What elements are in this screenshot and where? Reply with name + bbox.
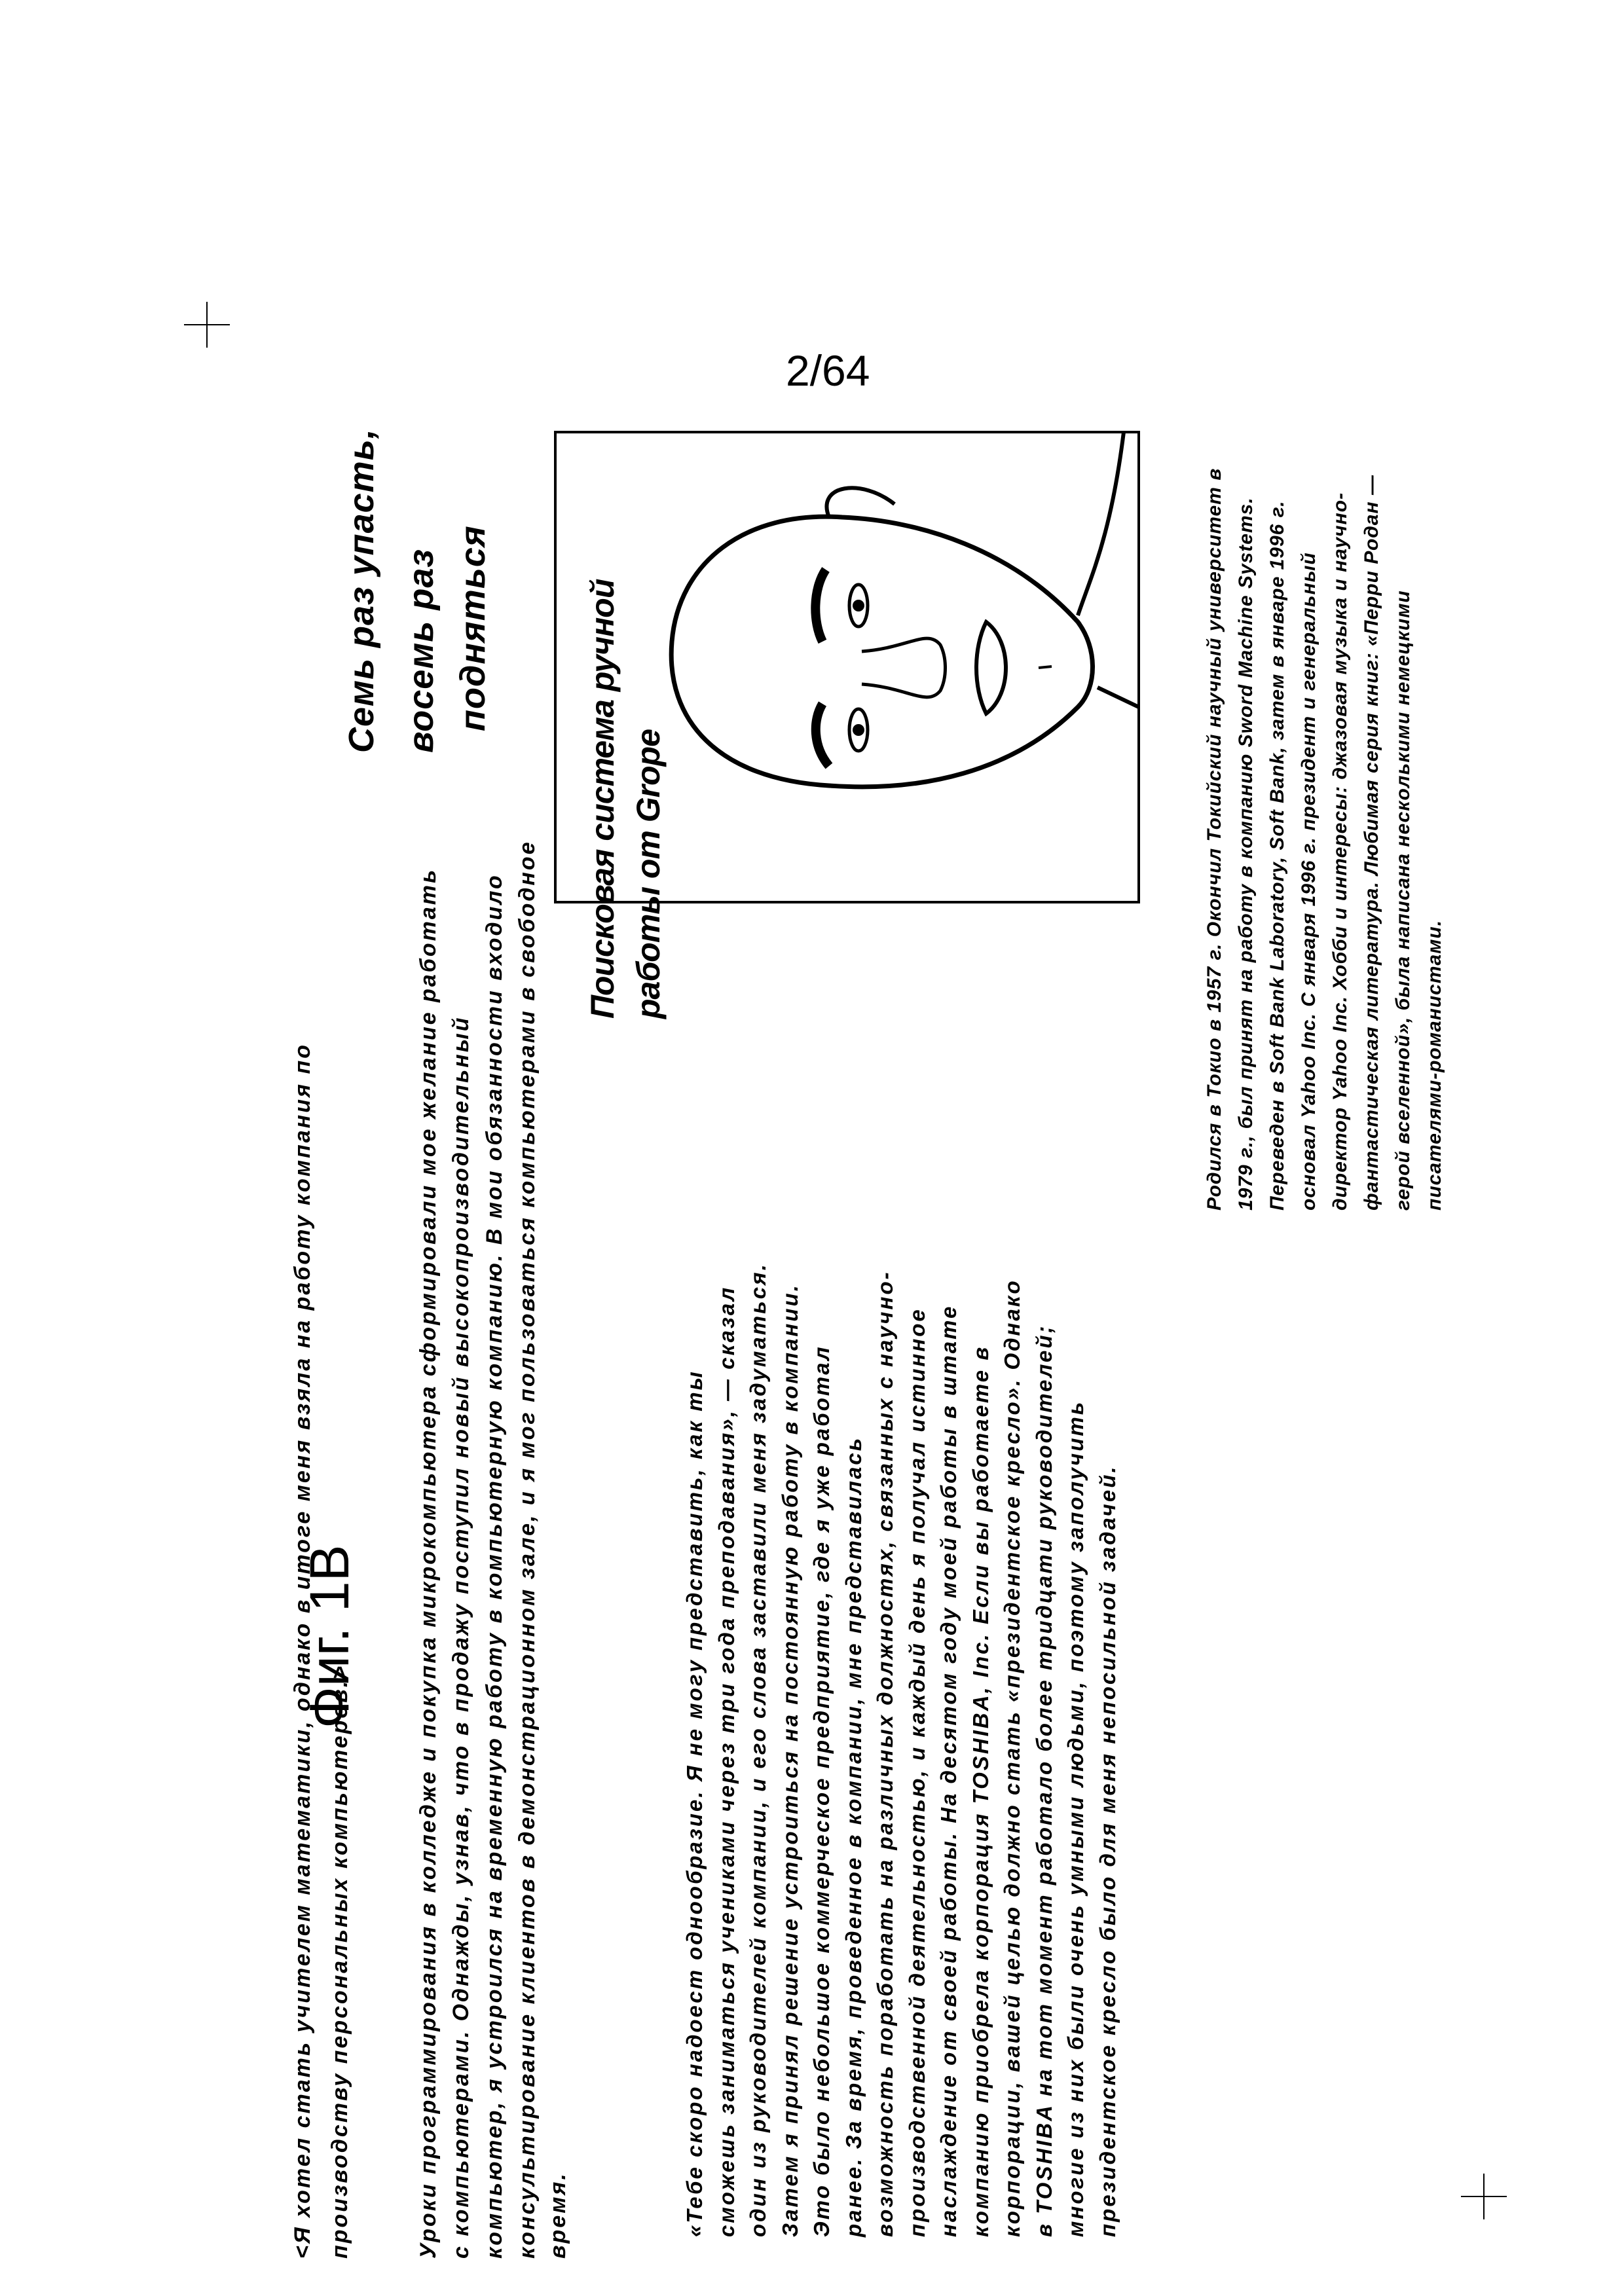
- text-line: компанию приобрела корпорация TOSHIBA, Inc. Если вы работаете в: [970, 1345, 991, 2237]
- portrait-drawing: [554, 431, 1140, 903]
- text-line: многие из них были очень умными людьми, поэтому заполучить: [1065, 1400, 1086, 2237]
- motto-line: Семь раз упасть,: [344, 428, 379, 753]
- caption-line: Поисковая система ручной: [586, 579, 619, 1019]
- text-line: основал Yahoo Inc. С января 1996 г. президент и генеральный: [1299, 552, 1319, 1211]
- text-line: герой вселенной», была написана несколькими немецкими: [1393, 590, 1413, 1211]
- text-line: компьютер, я устроился на временную работу в компьютерную компанию. В мои обязанности входило: [483, 873, 506, 2259]
- text-line: сможешь заниматься учениками через три года преподавания», — сказал: [716, 1286, 737, 2237]
- caption-line: работы от Grope: [632, 729, 665, 1019]
- rotated-figure-content: [0, 0, 1624, 2296]
- text-line: производственной деятельностью, и каждый день я получал истинное: [906, 1307, 928, 2237]
- figure-label: Фиг. 1B: [298, 1544, 361, 1728]
- text-line: 1979 г., был принят на работу в компанию Sword Machine Systems.: [1236, 497, 1256, 1211]
- text-line: «Тебе скоро надоест однообразие. Я не могу представить, как ты: [684, 1370, 705, 2237]
- text-line: Затем я принял решение устроиться на постоянную работу в компании.: [779, 1283, 801, 2237]
- text-line: <Я хотел стать учителем математики, однако в итоге меня взяла на работу компания по: [291, 1043, 314, 2259]
- text-line: президентское кресло было для меня непосильной задачей.: [1097, 1465, 1118, 2237]
- text-line: возможность поработать на различных должностях, связанных с научно-: [874, 1270, 896, 2237]
- text-line: Родился в Токио в 1957 г. Окончил Токийский научный университет в: [1205, 468, 1225, 1211]
- text-line: корпорации, вашей целью должно стать «президентское кресло». Однако: [1001, 1279, 1023, 2237]
- text-line: писателями-романистами.: [1425, 920, 1445, 1211]
- text-line: ранее. За время, проведенное в компании, мне представилась: [843, 1436, 864, 2237]
- text-line: производству персональных компьютеров.>: [329, 1664, 351, 2259]
- text-line: с компьютерами. Однажды, узнав, что в продажу поступил новый высокопроизводительный: [450, 1015, 472, 2259]
- motto-line: восемь раз: [403, 549, 439, 753]
- text-line: фантастическая литература. Любимая серия книг: «Перри Родан —: [1362, 475, 1382, 1211]
- text-line: директор Yahoo Inc. Хобби и интересы: джазовая музыка и научно-: [1331, 492, 1350, 1211]
- text-line: консультирование клиентов в демонстрационном зале, и я мог пользоваться компьютерами в свободное: [516, 840, 538, 2259]
- text-line: время.: [547, 2172, 569, 2259]
- text-line: наслаждение от своей работы. На десятом году моей работы в штате: [938, 1305, 959, 2237]
- page-number: 2/64: [786, 346, 870, 395]
- motto-line: подняться: [455, 525, 490, 731]
- text-line: Переведен в Soft Bank Laboratory, Soft Bank, затем в январе 1996 г.: [1268, 500, 1287, 1211]
- text-line: в TOSHIBA на тот момент работало более тридцати руководителей;: [1033, 1324, 1055, 2237]
- text-line: Уроки программирования в колледже и покупка микрокомпьютера сформировали мое желание работать: [417, 868, 439, 2259]
- text-line: Это было небольшое коммерческое предприятие, где я уже работал: [811, 1345, 832, 2237]
- text-line: один из руководителей компании, и его слова заставили меня задуматься.: [747, 1262, 769, 2237]
